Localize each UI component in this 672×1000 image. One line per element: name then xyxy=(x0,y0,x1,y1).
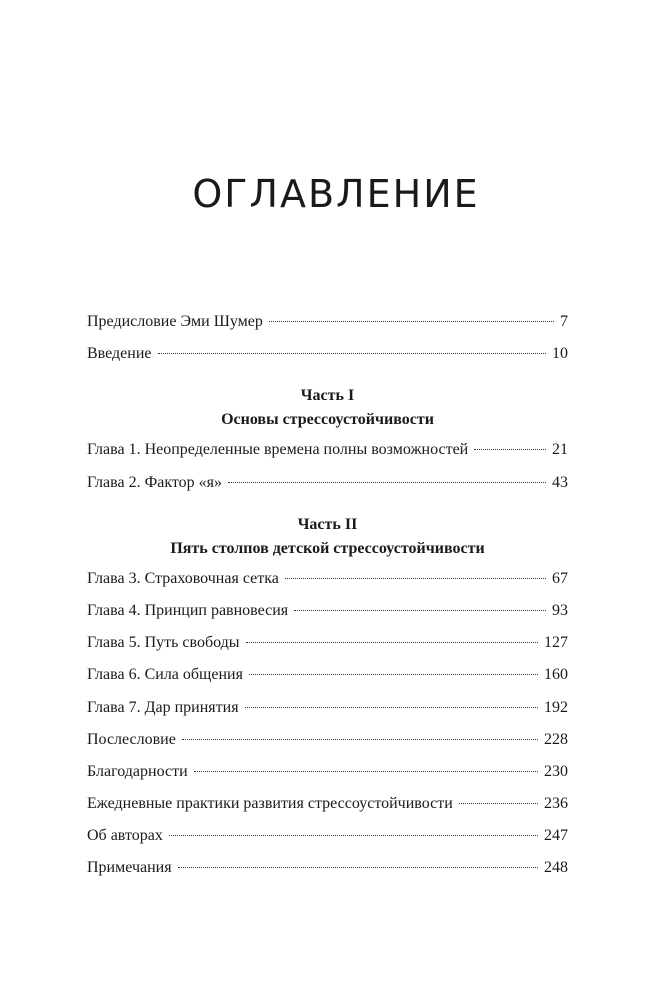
toc-entry[interactable] xyxy=(87,473,568,505)
part-number: Часть II xyxy=(297,515,358,533)
toc-entry-label: Послесловие xyxy=(87,730,176,748)
toc-entry-label: Примечания xyxy=(87,859,172,877)
toc-entry-page: 160 xyxy=(544,666,568,684)
toc-entry[interactable] xyxy=(87,601,568,633)
part-title: Основы стрессоустойчивости xyxy=(221,411,434,429)
toc-entry-page: 10 xyxy=(552,345,568,363)
toc-entry-page: 43 xyxy=(552,473,568,491)
toc-entry-page: 247 xyxy=(544,827,568,845)
dot-leader xyxy=(269,321,554,322)
toc-entry-label: Ежедневные практики развития стрессоустойчивости xyxy=(87,795,453,813)
toc-entry[interactable] xyxy=(87,698,568,730)
toc-entry-label: Глава 2. Фактор «я» xyxy=(87,473,223,491)
toc-entry-label: Глава 5. Путь свободы xyxy=(87,634,240,652)
toc-entry[interactable] xyxy=(87,794,568,826)
dot-leader xyxy=(294,610,546,611)
part-title: Пять столпов детской стрессоустойчивости xyxy=(170,539,485,557)
dot-leader xyxy=(228,482,546,483)
toc-entry-page: 67 xyxy=(552,569,568,587)
toc-entry-page: 236 xyxy=(544,795,568,813)
dot-leader xyxy=(246,642,538,643)
toc-entry[interactable] xyxy=(87,826,568,858)
toc-entry-label: Благодарности xyxy=(87,762,188,780)
toc-entry-page: 228 xyxy=(544,730,568,748)
toc-entry[interactable] xyxy=(87,344,568,376)
toc-entry-label: Глава 1. Неопределенные времена полны возможностей xyxy=(87,441,469,459)
toc-entry-label: Глава 3. Страховочная сетка xyxy=(87,569,279,587)
toc-entry[interactable] xyxy=(87,858,568,890)
toc-entry-page: 21 xyxy=(552,441,568,459)
dot-leader xyxy=(245,707,538,708)
dot-leader xyxy=(178,867,538,868)
toc-entry[interactable] xyxy=(87,569,568,601)
part-number: Часть I xyxy=(300,387,355,405)
dot-leader xyxy=(182,739,538,740)
dot-leader xyxy=(285,578,546,579)
toc-entry-label: Глава 7. Дар принятия xyxy=(87,698,239,716)
dot-leader xyxy=(194,771,538,772)
dot-leader xyxy=(169,835,538,836)
dot-leader xyxy=(249,674,538,675)
toc-entry-page: 7 xyxy=(560,313,568,330)
dot-leader xyxy=(158,353,547,354)
toc-entry-page: 192 xyxy=(544,698,568,716)
toc-entry-page: 127 xyxy=(544,634,568,652)
dot-leader xyxy=(474,449,546,450)
toc-entry-label: Глава 6. Сила общения xyxy=(87,666,243,684)
part-heading xyxy=(87,513,568,561)
toc-entry-label: Предисловие Эми Шумер xyxy=(87,313,263,330)
toc-entry-page: 248 xyxy=(544,859,568,877)
toc-entry[interactable] xyxy=(87,665,568,697)
toc-entry-page: 93 xyxy=(552,601,568,619)
toc-entry[interactable] xyxy=(87,633,568,665)
dot-leader xyxy=(459,803,538,804)
toc-entry[interactable] xyxy=(87,312,568,344)
toc-entry-page: 230 xyxy=(544,762,568,780)
toc-entry[interactable] xyxy=(87,762,568,794)
toc-entry-label: Глава 4. Принцип равновесия xyxy=(87,601,289,619)
toc-entry[interactable] xyxy=(87,730,568,762)
toc-entry-label: Введение xyxy=(87,345,152,363)
toc-entry-label: Об авторах xyxy=(87,827,163,845)
page-title: ОГЛАВЛЕНИЕ xyxy=(192,172,480,216)
part-heading xyxy=(87,384,568,432)
toc-entry[interactable] xyxy=(87,440,568,472)
table-of-contents xyxy=(87,312,568,891)
